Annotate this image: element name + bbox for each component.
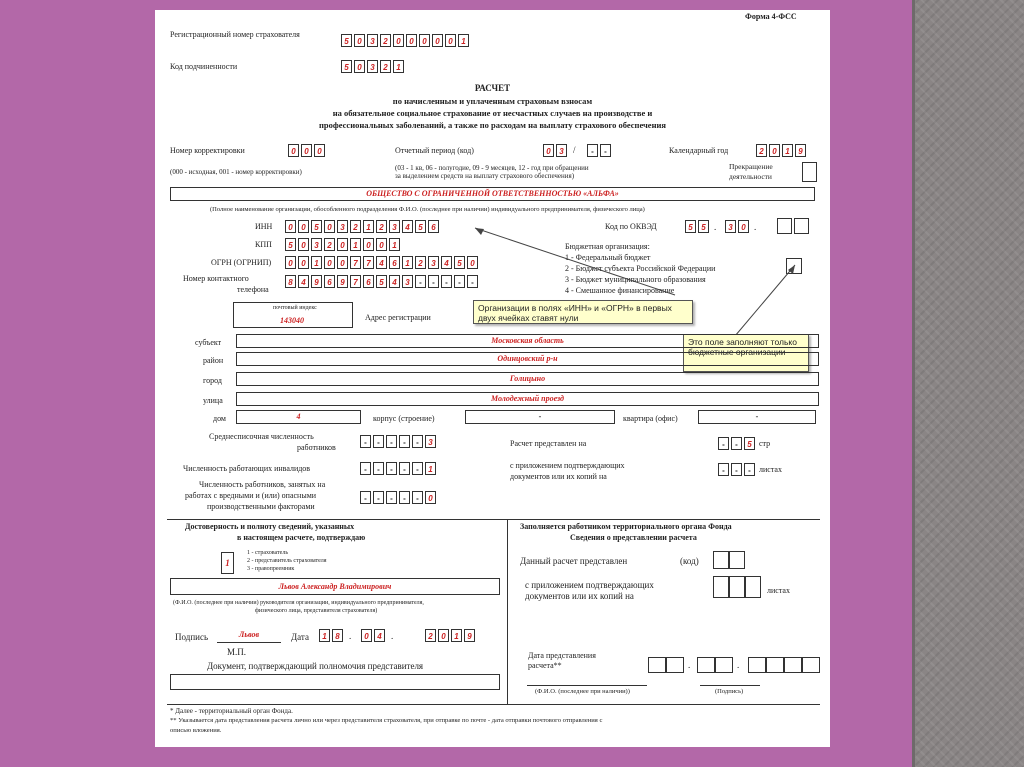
subordination-label: Код подчиненности bbox=[170, 62, 238, 71]
title-line1: РАСЧЕТ bbox=[474, 83, 511, 93]
building-field: - bbox=[465, 410, 615, 424]
right-fio-note: (Ф.И.О. (последнее при наличии)) bbox=[535, 688, 630, 695]
right-date-box bbox=[666, 657, 684, 673]
city-label: город bbox=[203, 376, 222, 385]
attach-label-1: с приложением подтверждающих bbox=[510, 461, 625, 470]
right-title-2: Сведения о представлении расчета bbox=[570, 533, 697, 542]
right-date-dot-1: . bbox=[688, 660, 691, 670]
cell: 0 bbox=[769, 144, 780, 157]
year-cells bbox=[756, 144, 806, 157]
org-name-note: (Полное наименование организации, обособленного подразделения Ф.И.О. (последнее при наличии) индивидуального предпринимателя, физического лица) bbox=[210, 206, 645, 213]
harmful-label-1: Численность работников, занятых на bbox=[199, 480, 326, 489]
cell: - bbox=[428, 275, 439, 288]
cell: 6 bbox=[389, 256, 400, 269]
reg-number-label: Регистрационный номер страхователя bbox=[170, 30, 300, 39]
slide-decor-band bbox=[915, 0, 1024, 767]
postal-caption: почтовый индекс bbox=[273, 305, 317, 311]
cell: 0 bbox=[438, 629, 449, 642]
cell: 4 bbox=[402, 220, 413, 233]
right-fio-line bbox=[527, 685, 647, 686]
cell: 0 bbox=[298, 220, 309, 233]
cell: 4 bbox=[374, 629, 385, 642]
date-dot-1: . bbox=[349, 631, 352, 641]
cell: 0 bbox=[301, 144, 312, 157]
title-line2: по начисленным и уплаченным страховым взносам bbox=[392, 96, 593, 106]
callout-budget: Это поле заполняют только бюджетные организации bbox=[683, 334, 809, 372]
signer-code-box: 1 bbox=[221, 552, 234, 574]
right-attach-unit: листах bbox=[767, 586, 790, 595]
cell: 1 bbox=[350, 238, 361, 251]
cell: 4 bbox=[376, 256, 387, 269]
cell: 7 bbox=[363, 256, 374, 269]
cell: 2 bbox=[756, 144, 767, 157]
street-field: Молодежный проезд bbox=[236, 392, 819, 406]
disabled-cells bbox=[360, 462, 436, 475]
attach-label-2: документов или их копий на bbox=[510, 472, 607, 481]
left-title-1: Достоверность и полноту сведений, указанных bbox=[185, 522, 355, 531]
footnote-3: описью вложения. bbox=[170, 727, 222, 734]
sign-value: Львов bbox=[217, 629, 281, 643]
presented-code-box-2 bbox=[729, 551, 745, 569]
right-date-box bbox=[697, 657, 715, 673]
cell: - bbox=[373, 491, 384, 504]
house-field: 4 bbox=[236, 410, 361, 424]
footer-divider bbox=[167, 704, 820, 705]
cell: 2 bbox=[415, 256, 426, 269]
right-sign-line bbox=[700, 685, 760, 686]
okved-label: Код по ОКВЭД bbox=[605, 222, 657, 231]
cell: - bbox=[386, 435, 397, 448]
attach-cells bbox=[718, 463, 755, 476]
org-name-field: ОБЩЕСТВО С ОГРАНИЧЕННОЙ ОТВЕТСТВЕННОСТЬЮ «АЛЬФА» bbox=[170, 187, 815, 201]
kpp-cells bbox=[285, 238, 400, 251]
cell: - bbox=[412, 462, 423, 475]
year-label: Календарный год bbox=[669, 146, 729, 155]
presented-code-box-1 bbox=[713, 551, 729, 569]
cell: - bbox=[731, 437, 742, 450]
cell bbox=[777, 218, 792, 234]
period-suffix-cells bbox=[587, 144, 611, 157]
right-attach-box-1 bbox=[713, 576, 729, 598]
doc-field bbox=[170, 674, 500, 690]
postal-value: 143040 bbox=[280, 316, 304, 325]
budget-item-1: 1 - Федеральный бюджет bbox=[565, 253, 651, 262]
disabled-label: Численность работающих инвалидов bbox=[183, 464, 311, 473]
form-code: Форма 4-ФСС bbox=[745, 12, 797, 21]
right-date-box bbox=[648, 657, 666, 673]
cell: 3 bbox=[556, 144, 567, 157]
fio-note-1: (Ф.И.О. (последнее при наличии) руководителя организации, индивидуального предпринимателя, bbox=[173, 600, 424, 606]
cell: 3 bbox=[389, 220, 400, 233]
cell: 0 bbox=[285, 256, 296, 269]
budget-item-3: 3 - Бюджет муниципального образования bbox=[565, 275, 706, 284]
cell: 0 bbox=[314, 144, 325, 157]
cell: 0 bbox=[406, 34, 417, 47]
subject-field: Московская область bbox=[236, 334, 819, 348]
form-page bbox=[155, 10, 830, 747]
apt-field: - bbox=[698, 410, 816, 424]
cell: 1 bbox=[402, 256, 413, 269]
pages-unit: стр bbox=[759, 439, 771, 448]
street-label: улица bbox=[203, 396, 223, 405]
cell: 0 bbox=[419, 34, 430, 47]
cell: - bbox=[373, 462, 384, 475]
cell: 5 bbox=[285, 238, 296, 251]
cell: 5 bbox=[376, 275, 387, 288]
cell: 6 bbox=[363, 275, 374, 288]
cell: 9 bbox=[337, 275, 348, 288]
date-dot-2: . bbox=[391, 631, 394, 641]
cell: 5 bbox=[744, 437, 755, 450]
cell: 1 bbox=[319, 629, 330, 642]
correction-label: Номер корректировки bbox=[170, 146, 245, 155]
cell: 5 bbox=[341, 34, 352, 47]
cell: 1 bbox=[393, 60, 404, 73]
cell: 1 bbox=[363, 220, 374, 233]
pages-cells bbox=[718, 437, 755, 450]
cell: 3 bbox=[428, 256, 439, 269]
cell: 0 bbox=[376, 238, 387, 251]
ogrn-label: ОГРН (ОГРНИП) bbox=[211, 258, 272, 267]
cell: 0 bbox=[543, 144, 554, 157]
kpp-label: КПП bbox=[255, 240, 272, 249]
cell: 8 bbox=[332, 629, 343, 642]
cell: 2 bbox=[380, 34, 391, 47]
cell: 0 bbox=[298, 238, 309, 251]
cell: - bbox=[412, 491, 423, 504]
cell: 0 bbox=[363, 238, 374, 251]
cell: 3 bbox=[337, 220, 348, 233]
cell: 0 bbox=[467, 256, 478, 269]
cell: - bbox=[441, 275, 452, 288]
cell: 5 bbox=[415, 220, 426, 233]
cell: - bbox=[412, 435, 423, 448]
cell: 0 bbox=[324, 256, 335, 269]
cell: - bbox=[744, 463, 755, 476]
right-attach-box-3 bbox=[745, 576, 761, 598]
cell bbox=[794, 218, 809, 234]
cell: 1 bbox=[782, 144, 793, 157]
inn-label: ИНН bbox=[255, 222, 273, 231]
okved-dot-1: . bbox=[714, 222, 717, 232]
sign-label: Подпись bbox=[175, 632, 209, 642]
cell: 0 bbox=[298, 256, 309, 269]
cell: 2 bbox=[380, 60, 391, 73]
reg-number-cells bbox=[341, 34, 469, 47]
cell: 6 bbox=[428, 220, 439, 233]
date-day-cells bbox=[319, 629, 343, 642]
left-title-2: в настоящем расчете, подтверждаю bbox=[237, 533, 366, 542]
date-month-cells bbox=[361, 629, 385, 642]
cell: - bbox=[399, 491, 410, 504]
cell: 2 bbox=[324, 238, 335, 251]
okved-cells-3 bbox=[777, 218, 809, 234]
cell: 0 bbox=[337, 238, 348, 251]
cell: 1 bbox=[451, 629, 462, 642]
district-label: район bbox=[203, 356, 224, 365]
building-label: корпус (строение) bbox=[373, 414, 435, 423]
signer-option-2: 2 - представитель страхователя bbox=[247, 558, 327, 564]
cell: 0 bbox=[393, 34, 404, 47]
harmful-cells bbox=[360, 491, 436, 504]
date-label: Дата bbox=[291, 632, 309, 642]
cell: - bbox=[399, 462, 410, 475]
cell: 7 bbox=[350, 275, 361, 288]
cell: 2 bbox=[350, 220, 361, 233]
doc-label: Документ, подтверждающий полномочия представителя bbox=[207, 661, 424, 671]
cell: 4 bbox=[441, 256, 452, 269]
cell: 3 bbox=[425, 435, 436, 448]
subject-label: субъект bbox=[195, 338, 222, 347]
cell: 9 bbox=[795, 144, 806, 157]
inn-cells bbox=[285, 220, 439, 233]
city-field: Голицыно bbox=[236, 372, 819, 386]
period-slash: / bbox=[573, 145, 576, 155]
cell: 2 bbox=[425, 629, 436, 642]
right-date-label-2: расчета** bbox=[528, 661, 562, 670]
budget-item-2: 2 - Бюджет субъекта Российской Федерации bbox=[565, 264, 716, 273]
cell: 0 bbox=[738, 220, 749, 233]
attach-unit: листах bbox=[759, 465, 782, 474]
right-date-box bbox=[715, 657, 733, 673]
cell: - bbox=[718, 463, 729, 476]
cell: - bbox=[718, 437, 729, 450]
right-attach-box-2 bbox=[729, 576, 745, 598]
cell: 9 bbox=[311, 275, 322, 288]
budget-title: Бюджетная организация: bbox=[565, 242, 650, 251]
cell: - bbox=[386, 462, 397, 475]
correction-cells bbox=[288, 144, 325, 157]
signer-option-3: 3 - правопреемник bbox=[247, 566, 295, 572]
cell: 0 bbox=[324, 220, 335, 233]
cell: 0 bbox=[285, 220, 296, 233]
cell: 8 bbox=[285, 275, 296, 288]
cell: 3 bbox=[367, 60, 378, 73]
cell: 0 bbox=[425, 491, 436, 504]
cell: - bbox=[373, 435, 384, 448]
cell: 1 bbox=[311, 256, 322, 269]
avg-label-2: работников bbox=[297, 443, 336, 452]
cell: - bbox=[399, 435, 410, 448]
footnote-2: ** Указывается дата представления расчета лично или через представителя страхователя, при отправке по почте - дата отправки почтового отправления с bbox=[170, 717, 603, 724]
cell: 2 bbox=[376, 220, 387, 233]
cell: 3 bbox=[311, 238, 322, 251]
district-field: Одинцовский р-н bbox=[236, 352, 819, 366]
pages-label: Расчет представлен на bbox=[510, 439, 587, 448]
presented-code-label: (код) bbox=[680, 556, 699, 566]
stamp-mark: М.П. bbox=[227, 647, 247, 657]
cell: - bbox=[600, 144, 611, 157]
period-label: Отчетный период (код) bbox=[395, 146, 474, 155]
cell: - bbox=[386, 491, 397, 504]
cell: - bbox=[731, 463, 742, 476]
termination-box bbox=[802, 162, 817, 182]
cell: 6 bbox=[324, 275, 335, 288]
okved-cells-2 bbox=[725, 220, 749, 233]
termination-label-2: деятельности bbox=[729, 172, 772, 181]
callout-inn-ogrn: Организации в полях «ИНН» и «ОГРН» в первых двух ячейках ставят нули bbox=[473, 300, 693, 324]
right-attach-label-1: с приложением подтверждающих bbox=[525, 580, 654, 590]
avg-label-1: Среднесписочная численность bbox=[209, 432, 314, 441]
right-attach-label-2: документов или их копий на bbox=[525, 591, 634, 601]
cell: 7 bbox=[350, 256, 361, 269]
cell: 3 bbox=[402, 275, 413, 288]
cell: - bbox=[415, 275, 426, 288]
subordination-cells bbox=[341, 60, 404, 73]
cell: - bbox=[454, 275, 465, 288]
fio-note-2: физического лица, представителя страхователя) bbox=[255, 608, 378, 614]
date-year-cells bbox=[425, 629, 475, 642]
signer-option-1: 1 - страхователь bbox=[247, 550, 289, 556]
cell: 0 bbox=[288, 144, 299, 157]
cell: - bbox=[587, 144, 598, 157]
section-vertical-divider bbox=[507, 519, 508, 704]
right-date-box bbox=[766, 657, 784, 673]
okved-dot-2: . bbox=[754, 222, 757, 232]
cell: 1 bbox=[425, 462, 436, 475]
right-date-dot-2: . bbox=[737, 660, 740, 670]
cell: 3 bbox=[367, 34, 378, 47]
cell: - bbox=[467, 275, 478, 288]
cell: 4 bbox=[298, 275, 309, 288]
callout-arrow-2 bbox=[695, 260, 805, 340]
correction-note: (000 - исходная, 001 - номер корректировки) bbox=[170, 168, 302, 176]
cell: 4 bbox=[389, 275, 400, 288]
period-note-2: за выделением средств на выплату страхового обеспечения) bbox=[395, 172, 575, 180]
cell: 5 bbox=[685, 220, 696, 233]
phone-label-2: телефона bbox=[237, 285, 269, 294]
phone-label-1: Номер контактного bbox=[183, 274, 249, 283]
cell: 0 bbox=[354, 60, 365, 73]
cell: - bbox=[360, 491, 371, 504]
right-date-label-1: Дата представления bbox=[528, 651, 596, 660]
address-label: Адрес регистрации bbox=[365, 313, 431, 322]
budget-item-4: 4 - Смешанное финансирование bbox=[565, 286, 675, 295]
title-line4: профессиональных заболеваний, а также по расходам на выплату страхового обеспечения bbox=[319, 120, 666, 130]
phone-cells bbox=[285, 275, 478, 288]
cell: 1 bbox=[458, 34, 469, 47]
cell: 3 bbox=[725, 220, 736, 233]
footnote-1: * Далее - территориальный орган Фонда. bbox=[170, 707, 293, 715]
harmful-label-3: производственными факторами bbox=[207, 502, 315, 511]
cell: 5 bbox=[341, 60, 352, 73]
cell: 9 bbox=[464, 629, 475, 642]
ogrn-cells bbox=[285, 256, 478, 269]
cell: 0 bbox=[445, 34, 456, 47]
cell: - bbox=[360, 435, 371, 448]
cell: 0 bbox=[432, 34, 443, 47]
cell: 0 bbox=[354, 34, 365, 47]
harmful-label-2: работах с вредными и (или) опасными bbox=[185, 491, 317, 500]
cell: 1 bbox=[389, 238, 400, 251]
cell: 0 bbox=[337, 256, 348, 269]
title-line3: на обязательное социальное страхование от несчастных случаев на производстве и bbox=[332, 108, 653, 118]
cell: 5 bbox=[698, 220, 709, 233]
presented-label: Данный расчет представлен bbox=[520, 556, 628, 566]
right-date-box bbox=[784, 657, 802, 673]
cell: 5 bbox=[311, 220, 322, 233]
section-divider bbox=[167, 519, 820, 520]
right-date-box bbox=[748, 657, 766, 673]
avg-cells bbox=[360, 435, 436, 448]
right-sign-note: (Подпись) bbox=[715, 688, 744, 695]
cell: 5 bbox=[454, 256, 465, 269]
period-cells bbox=[543, 144, 567, 157]
cell: - bbox=[360, 462, 371, 475]
period-note-1: (03 - 1 кв, 06 - полугодие, 09 - 9 месяцев, 12 - год при обращении bbox=[395, 164, 589, 172]
right-date-box bbox=[802, 657, 820, 673]
right-title-1: Заполняется работником территориального органа Фонда bbox=[520, 522, 732, 531]
apt-label: квартира (офис) bbox=[623, 414, 678, 423]
termination-label-1: Прекращение bbox=[729, 162, 773, 171]
house-label: дом bbox=[213, 414, 226, 423]
callout-arrow-1 bbox=[455, 220, 695, 300]
signer-fio-field: Львов Александр Владимирович bbox=[170, 578, 500, 595]
cell: 0 bbox=[361, 629, 372, 642]
